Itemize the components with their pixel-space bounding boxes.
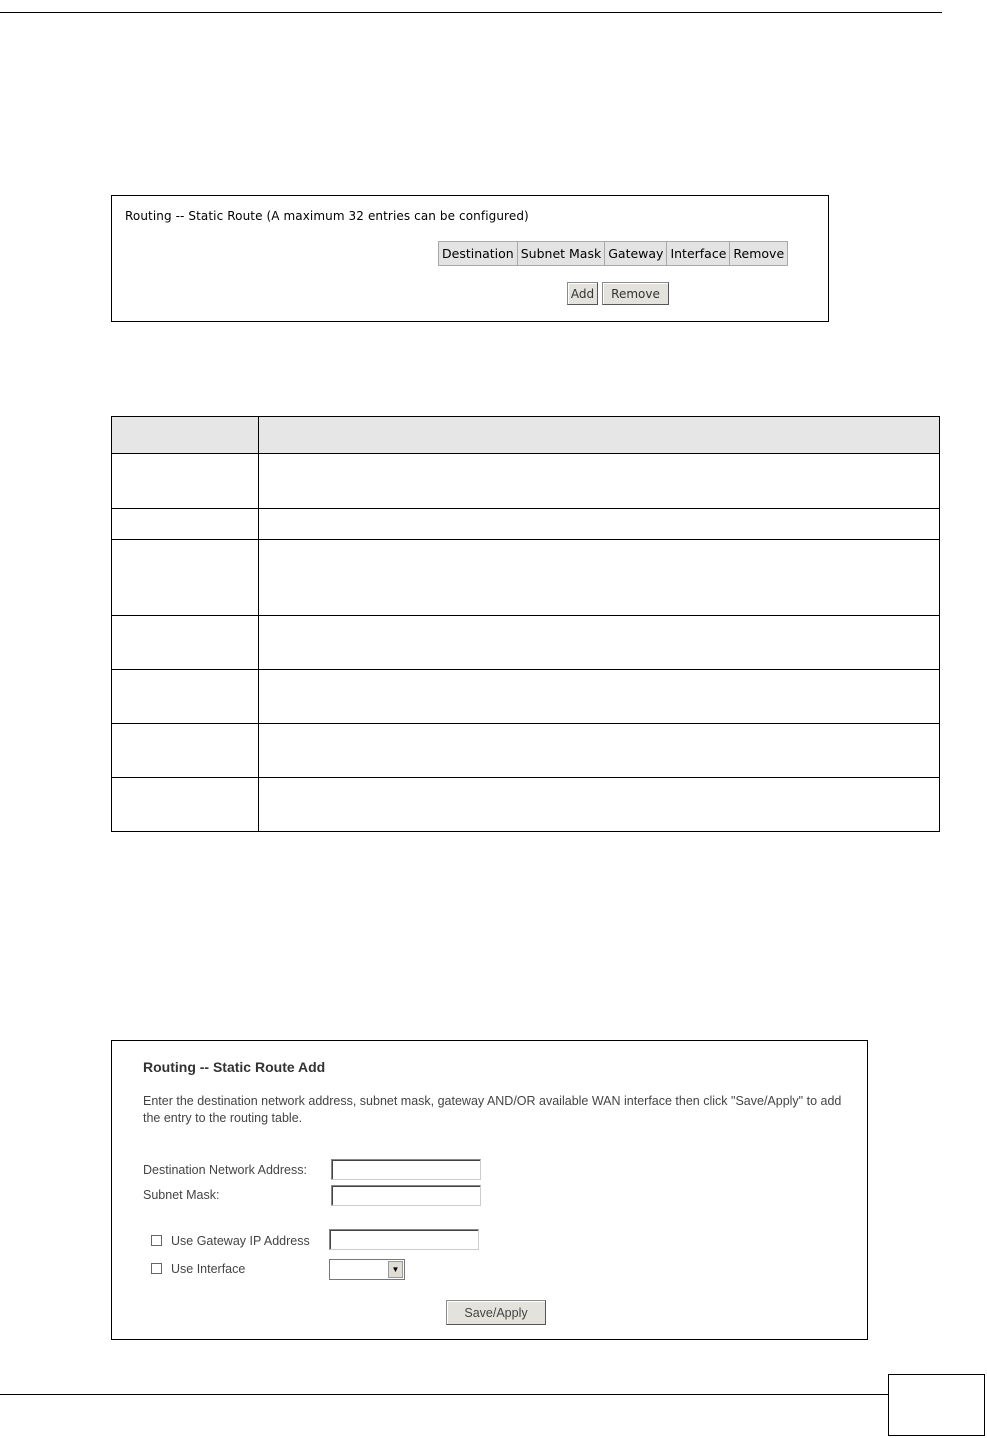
label-cell (112, 724, 259, 778)
table-row (112, 724, 940, 778)
static-route-add-description: Enter the destination network address, subnet mask, gateway AND/OR available WAN interface then click "Save/Apply" to add the entry to the routing table. (143, 1094, 842, 1125)
description-cell (259, 540, 940, 616)
column-destination: Destination (439, 242, 518, 266)
header-rule (0, 12, 942, 13)
column-gateway: Gateway (605, 242, 667, 266)
column-remove: Remove (730, 242, 788, 266)
label-cell (112, 616, 259, 670)
static-route-title: Routing -- Static Route (A maximum 32 entries can be configured) (125, 209, 529, 223)
subnet-mask-input[interactable] (331, 1185, 481, 1206)
description-cell (259, 670, 940, 724)
header-description-cell (259, 417, 940, 454)
static-route-add-panel (111, 1040, 868, 1340)
label-cell (112, 778, 259, 832)
table-header-row (112, 417, 940, 454)
gateway-input[interactable] (329, 1229, 479, 1250)
save-apply-button[interactable]: Save/Apply (446, 1300, 546, 1325)
label-cell (112, 509, 259, 540)
table-row (112, 616, 940, 670)
static-route-add-title: Routing -- Static Route Add (143, 1059, 326, 1075)
label-cell (112, 670, 259, 724)
add-button[interactable]: Add (567, 282, 598, 305)
header-label-cell (112, 417, 259, 454)
table-row (112, 454, 940, 509)
table-row (112, 778, 940, 832)
description-cell (259, 509, 940, 540)
page-number-box (888, 1374, 985, 1436)
column-subnet-mask: Subnet Mask (517, 242, 604, 266)
destination-label: Destination Network Address: (143, 1163, 307, 1177)
table-row (112, 509, 940, 540)
table-row (112, 670, 940, 724)
gateway-label: Use Gateway IP Address (171, 1234, 310, 1248)
label-cell (112, 540, 259, 616)
subnet-mask-label: Subnet Mask: (143, 1188, 220, 1202)
description-table (111, 416, 940, 832)
description-cell (259, 616, 940, 670)
table-row (112, 540, 940, 616)
static-route-panel (111, 195, 829, 322)
interface-select[interactable] (329, 1259, 405, 1280)
interface-label: Use Interface (171, 1262, 246, 1276)
route-table (438, 241, 788, 266)
description-cell (259, 724, 940, 778)
footer-rule (0, 1394, 888, 1395)
interface-checkbox[interactable] (151, 1263, 162, 1274)
gateway-checkbox[interactable] (151, 1235, 162, 1246)
column-interface: Interface (667, 242, 730, 266)
destination-input[interactable] (331, 1159, 481, 1180)
chevron-down-icon[interactable]: ▼ (388, 1261, 403, 1278)
description-cell (259, 778, 940, 832)
description-cell (259, 454, 940, 509)
remove-button[interactable]: Remove (602, 282, 669, 305)
label-cell (112, 454, 259, 509)
